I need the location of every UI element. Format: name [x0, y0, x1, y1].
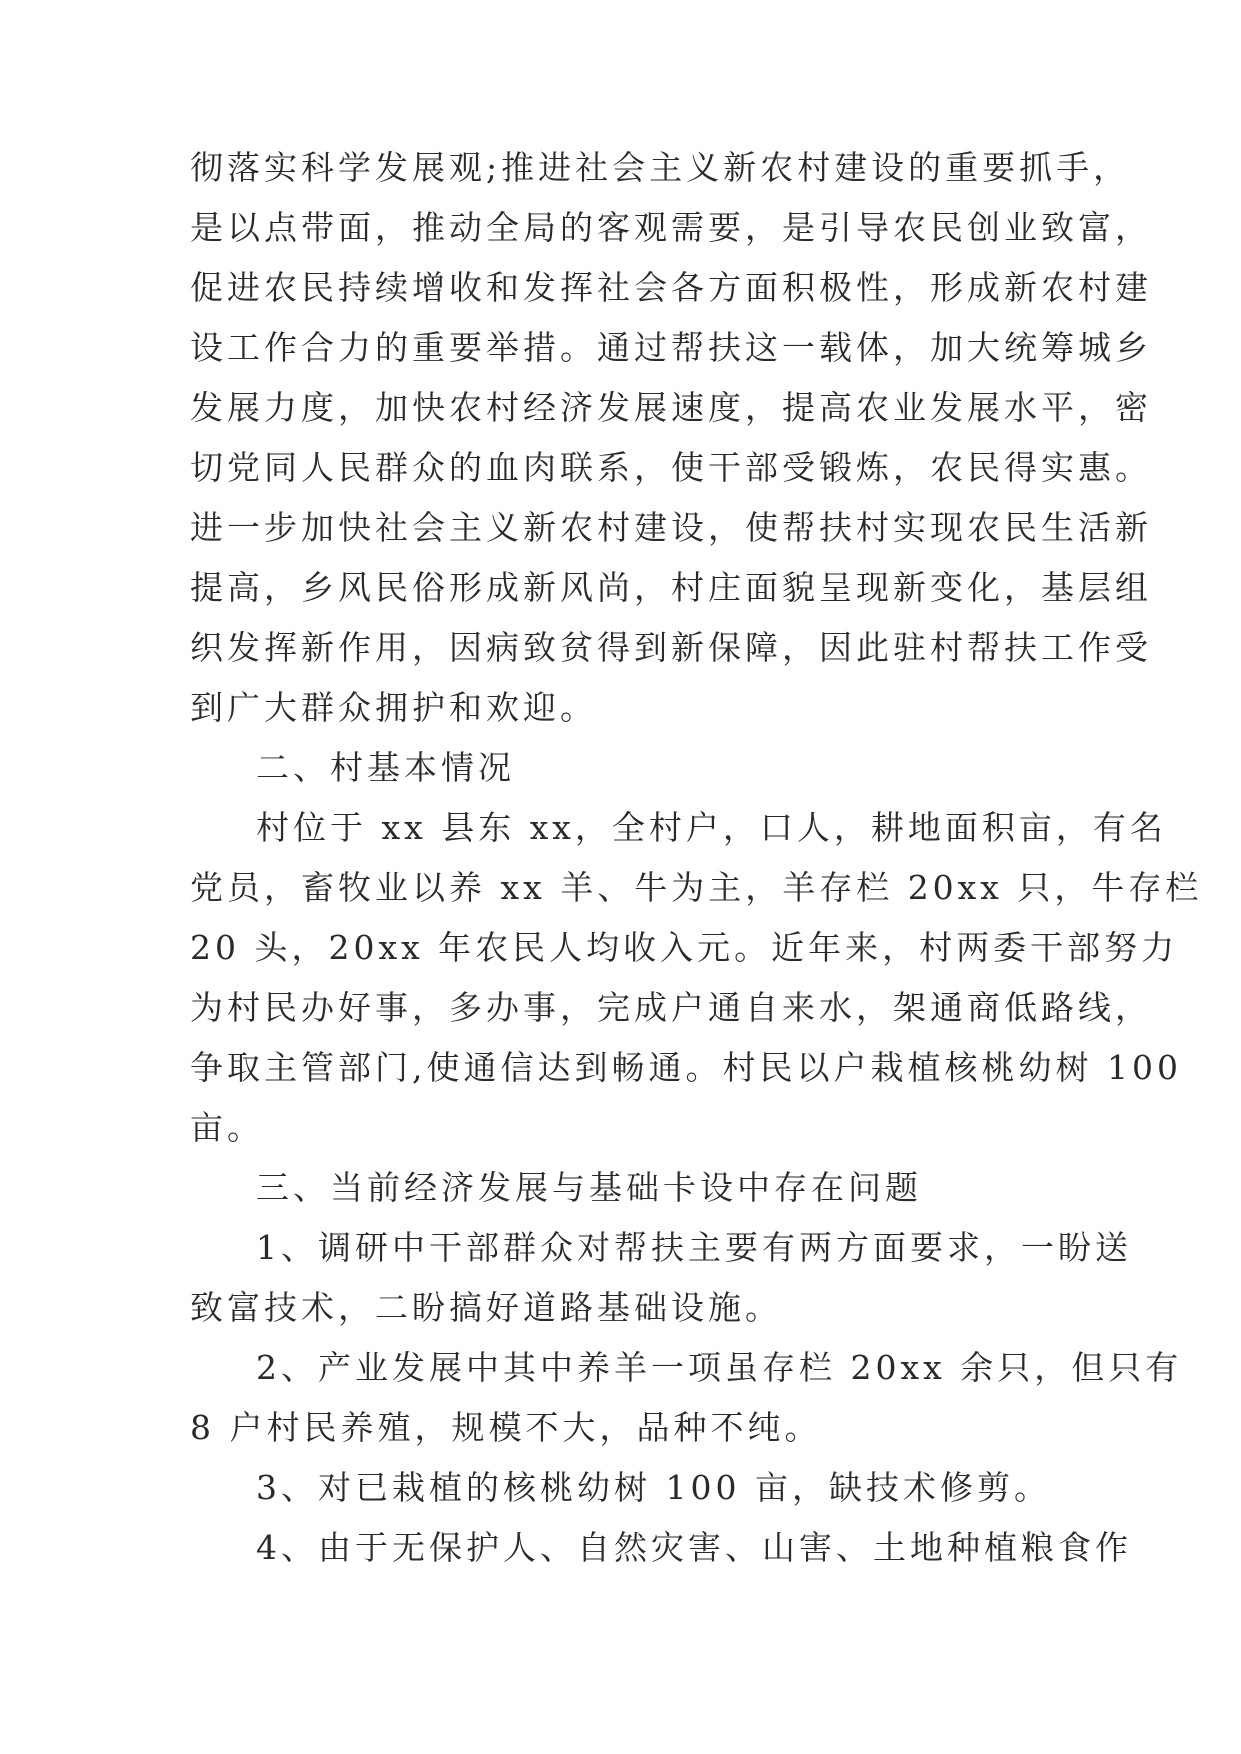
text-line: 进一步加快社会主义新农村建设，使帮扶村实现农民生活新	[190, 508, 1152, 547]
text-line: 为村民办好事，多办事，完成户通自来水，架通商低路线，	[190, 988, 1152, 1027]
section-heading: 二、村基本情况	[256, 748, 515, 787]
text-line: 设工作合力的重要举措。通过帮扶这一载体，加大统筹城乡	[190, 328, 1152, 367]
text-line: 8 户村民养殖，规模不大，品种不纯。	[190, 1408, 822, 1447]
text-line: 织发挥新作用，因病致贫得到新保障，因此驻村帮扶工作受	[190, 628, 1152, 667]
text-line: 争取主管部门,使通信达到畅通。村民以户栽植核桃幼树 100	[190, 1048, 1182, 1087]
text-line: 促进农民持续增收和发挥社会各方面积极性，形成新农村建	[190, 268, 1152, 307]
text-line: 20 头，20xx 年农民人均收入元。近年来，村两委干部努力	[190, 928, 1179, 967]
text-line: 亩。	[190, 1108, 264, 1147]
list-item: 1、调研中干部群众对帮扶主要有两方面要求，一盼送	[256, 1228, 1132, 1267]
text-line: 发展力度，加快农村经济发展速度，提高农业发展水平，密	[190, 388, 1152, 427]
text-line: 致富技术，二盼搞好道路基础设施。	[190, 1288, 782, 1327]
text-line: 党员，畜牧业以养 xx 羊、牛为主，羊存栏 20xx 只，牛存栏	[190, 868, 1203, 907]
section-heading: 三、当前经济发展与基础卡设中存在问题	[256, 1168, 922, 1207]
list-item: 4、由于无保护人、自然灾害、山害、土地种植粮食作	[256, 1528, 1132, 1567]
text-line: 是以点带面，推动全局的客观需要，是引导农民创业致富，	[190, 208, 1152, 247]
text-line: 提高，乡风民俗形成新风尚，村庄面貌呈现新变化，基层组	[190, 568, 1152, 607]
list-item: 2、产业发展中其中养羊一项虽存栏 20xx 余只，但只有	[256, 1348, 1183, 1387]
list-item: 3、对已栽植的核桃幼树 100 亩，缺技术修剪。	[256, 1468, 1051, 1507]
text-line: 村位于 xx 县东 xx，全村户，口人，耕地面积亩，有名	[256, 808, 1167, 847]
text-line: 到广大群众拥护和欢迎。	[190, 688, 597, 727]
text-line: 彻落实科学发展观;推进社会主义新农村建设的重要抓手，	[190, 148, 1131, 187]
text-line: 切党同人民群众的血肉联系，使干部受锻炼，农民得实惠。	[190, 448, 1152, 487]
